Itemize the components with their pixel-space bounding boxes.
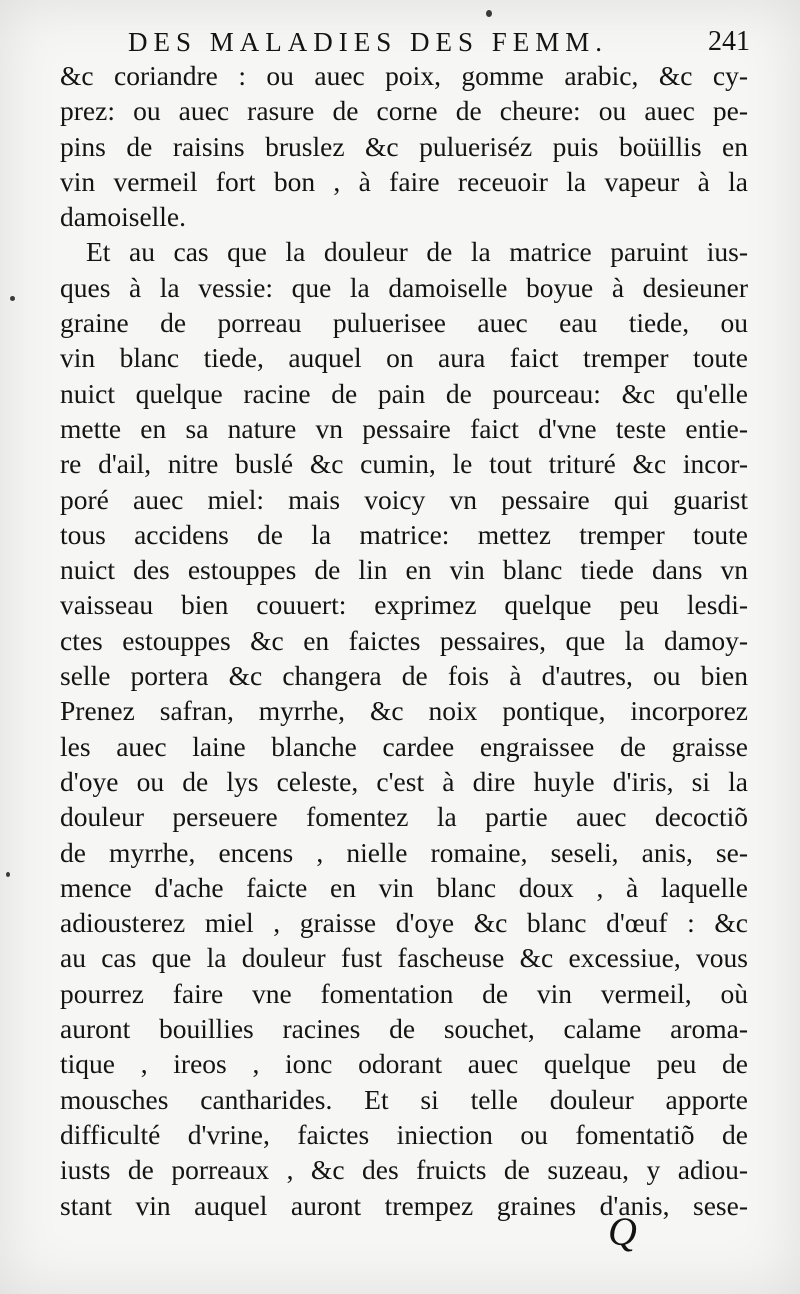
text-line: nuict quelque racine de pain de pourceau: &c qu'elle — [60, 377, 748, 409]
text-line: tique , ireos , ionc odorant auec quelque peu de — [60, 1048, 748, 1080]
text-line: mence d'ache faicte en vin blanc doux , à laquelle — [60, 871, 748, 903]
text-line: mousches cantharides. Et si telle douleur apporte — [60, 1083, 748, 1115]
body-text — [60, 58, 748, 1223]
text-line: re d'ail, nitre buslé &c cumin, le tout trituré &c incor- — [60, 448, 748, 480]
text-line: de myrrhe, encens , nielle romaine, seseli, anis, se- — [60, 836, 748, 868]
text-line: auront bouillies racines de souchet, calame aroma- — [60, 1013, 748, 1045]
text-line: selle portera &c changera de fois à d'autres, ou bien — [60, 660, 748, 692]
text-line: nuict des estouppes de lin en vin blanc tiede dans vn — [60, 554, 748, 586]
text-line: graine de porreau puluerisee auec eau tiede, ou — [60, 307, 748, 339]
text-line: ctes estouppes &c en faictes pessaires, que la damoy- — [60, 624, 748, 656]
text-line: mette en sa nature vn pessaire faict d'vne teste entie- — [60, 412, 748, 444]
text-line: vaisseau bien couuert: exprimez quelque peu lesdi- — [60, 589, 748, 621]
ink-speck — [486, 10, 492, 17]
text-line: les auec laine blanche cardee engraissee de graisse — [60, 730, 748, 762]
text-line: au cas que la douleur fust fascheuse &c excessiue, vous — [60, 942, 748, 974]
text-line: pourrez faire vne fomentation de vin vermeil, où — [60, 977, 748, 1009]
text-line: Prenez safran, myrrhe, &c noix pontique, incorporez — [60, 695, 748, 727]
text-line: adiousterez miel , graisse d'oye &c blanc d'œuf : &c — [60, 907, 748, 939]
catchword: Q — [608, 1209, 637, 1254]
paragraph-start-line: Et au cas que la douleur de la matrice paruint ius- — [86, 236, 748, 268]
text-line: prez: ou auec rasure de corne de cheure: ou auec pe- — [60, 95, 748, 127]
text-line: poré auec miel: mais voicy vn pessaire qui guarist — [60, 483, 748, 515]
text-line: ques à la vessie: que la damoiselle boyue à desieuner — [60, 271, 748, 303]
text-line: iusts de porreaux , &c des fruicts de suzeau, y adiou- — [60, 1154, 748, 1186]
page-number: 241 — [708, 26, 750, 57]
text-line: d'oye ou de lys celeste, c'est à dire huyle d'iris, si la — [60, 765, 748, 797]
ink-speck — [6, 872, 10, 877]
running-title: DES MALADIES DES FEMM. — [128, 27, 609, 57]
text-line: damoiselle. — [60, 201, 187, 233]
text-line: stant vin auquel auront trempez graines d'anis, sese- — [60, 1189, 748, 1221]
text-line: difficulté d'vrine, faictes iniection ou fomentatiõ de — [60, 1118, 748, 1150]
text-line: pins de raisins bruslez &c pulueriséz puis boüillis en — [60, 130, 748, 162]
page-header — [128, 22, 750, 62]
text-line: &c coriandre : ou auec poix, gomme arabic, &c cy- — [60, 60, 748, 91]
text-line: vin blanc tiede, auquel on aura faict tremper toute — [60, 342, 748, 374]
text-line: vin vermeil fort bon , à faire receuoir la vapeur à la — [60, 165, 748, 197]
ink-speck — [10, 296, 15, 301]
text-line: douleur perseuere fomentez la partie auec decoctiõ — [60, 801, 748, 833]
text-line: tous accidens de la matrice: mettez tremper toute — [60, 518, 748, 550]
